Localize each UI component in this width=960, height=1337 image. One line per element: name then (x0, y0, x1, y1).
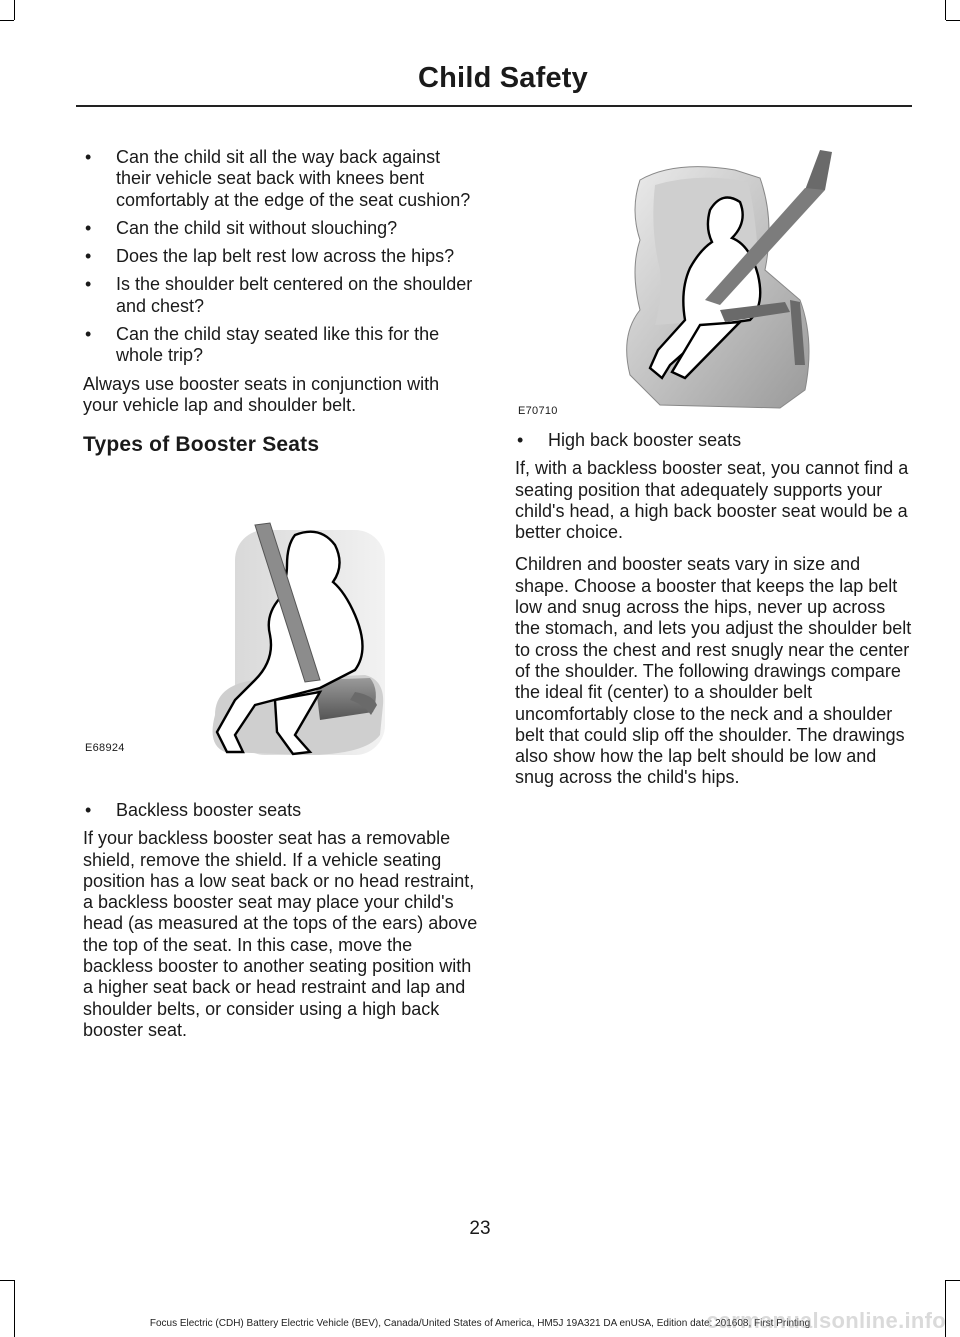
backless-list (83, 800, 478, 821)
list-item-text: Can the child sit without slouching? (116, 217, 398, 238)
list-item-text: Does the lap belt rest low across the hips? (116, 246, 455, 267)
left-column-lower (83, 800, 478, 1052)
paragraph-high-back: If, with a backless booster seat, you cannot find a seating position that adequately supports your child's head, a high back booster seat would be a better choice. (515, 458, 909, 543)
list-item (83, 218, 478, 239)
high-back-list (515, 430, 915, 451)
left-column (83, 147, 478, 456)
list-item-text: High back booster seats (548, 430, 742, 450)
bullet-icon: • (85, 800, 92, 820)
crop-mark (0, 1280, 14, 1281)
list-item (83, 246, 478, 267)
bullet-icon: • (85, 274, 92, 295)
page-number: 23 (469, 1218, 491, 1239)
backless-booster-illustration (195, 520, 395, 770)
footer-text: Focus Electric (CDH) Battery Electric Vehicle (BEV), Canada/United States of America, HM5J 19A321 DA enUSA, Edition date: 201608, First Printing (149, 1318, 811, 1329)
paragraph-children: Children and booster seats vary in size and shape. Choose a booster that keeps the lap belt low and snug across the hips, never up across the stomach, and lets you adjust the shoulder belt to cross the chest and rest snugly near the center of the shoulder. The following drawings compare the ideal fit (center) to a shoulder belt uncomfortably close to the neck and a shoulder belt that could slip off the shoulder. The drawings also show how the lap belt should be low and snug across the child's hips. (515, 554, 912, 788)
list-item (83, 324, 478, 367)
figure-code: E70710 (518, 405, 558, 417)
watermark: carmanualsonline.info (706, 1308, 946, 1333)
paragraph-always: Always use booster seats in conjunction with your vehicle lap and shoulder belt. (83, 373, 440, 415)
header-rule (76, 105, 912, 107)
page-title: Child Safety (418, 62, 588, 94)
bullet-icon: • (85, 217, 92, 238)
list-item-text: Can the child stay seated like this for the whole trip? (116, 324, 440, 366)
crop-mark (945, 0, 946, 20)
list-item (83, 274, 478, 317)
right-column (515, 430, 915, 800)
crop-mark (14, 0, 15, 20)
bullet-icon: • (517, 430, 524, 450)
crop-mark (946, 1280, 960, 1281)
paragraph-backless: If your backless booster seat has a removable shield, remove the shield. If a vehicle seating position has a low seat back or no head restraint, a backless booster seat may place your child's head (as measured at the tops of the ears) above the top of the seat. In this case, move the backless booster to another seating position with a higher seat back or head restraint and lap and shoulder belts, or consider using a high back booster seat. (83, 828, 478, 1040)
high-back-booster-illustration (600, 150, 840, 415)
backless-booster-figure (85, 520, 395, 770)
section-heading: Types of Booster Seats (83, 433, 320, 457)
figure-code: E68924 (85, 742, 125, 754)
high-back-booster-figure (518, 150, 840, 417)
bullet-icon: • (85, 147, 92, 167)
list-item (83, 147, 478, 211)
bullet-icon: • (85, 324, 92, 345)
list-item-text: Backless booster seats (116, 800, 302, 820)
list-item-text: Is the shoulder belt centered on the shoulder and chest? (116, 274, 473, 316)
question-list (83, 147, 478, 367)
list-item-text: Can the child sit all the way back against their vehicle seat back with knees bent comfortably at the edge of the seat cushion? (116, 147, 471, 210)
crop-mark (0, 20, 14, 21)
crop-mark (946, 20, 960, 21)
bullet-icon: • (85, 246, 92, 267)
list-item (515, 430, 915, 451)
list-item (83, 800, 478, 821)
